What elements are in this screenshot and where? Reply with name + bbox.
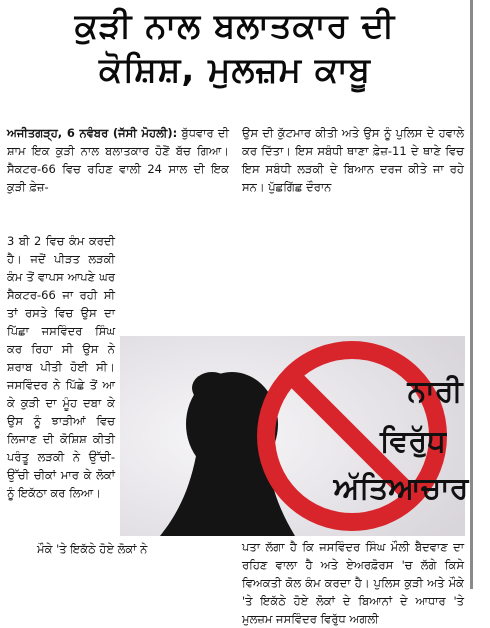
paragraph-left-narrow: 3 ਬੀ 2 ਵਿਚ ਕੰਮ ਕਰਦੀ ਹੈ। ਜਦੋਂ ਪੀੜਤ ਲੜਕੀ ਕੰਮ ਤੋਂ ਵਾਪਸ ਆਪਣੇ ਘਰ ਸੈਕਟਰ-66 ਜਾ ਰਹੀ ਸੀ ਤਾਂ ਰਸਤੇ ਵਿਚ ਉਸ ਦਾ ਪਿੱਛਾ ਜਸਵਿੰਦਰ ਸਿੰਘ ਕਰ ਰਿਹਾ ਸੀ ਉਸ ਨੇ ਸ਼ਰਾਬ ਪੀਤੀ ਹੋਈ ਸੀ। ਜਸਵਿੰਦਰ ਨੇ ਪਿੱਛੇ ਤੋਂ ਆ ਕੇ ਕੁੜੀ ਦਾ ਮੂੰਹ ਦਬਾ ਕੇ ਉਸ ਨੂੰ ਝਾੜੀਆਂ ਵਿਚ ਲਿਜਾਣ ਦੀ ਕੋਸ਼ਿਸ਼ ਕੀਤੀ ਪਰੰਤੂ ਲੜਕੀ ਨੇ ਉੱਚੀ-ਉੱਚੀ ਚੀਕਾਂ ਮਾਰ ਕੇ ਲੋਕਾਂ ਨੂੰ ਇਕੱਠਾ ਕਰ ਲਿਆ। bbox=[7, 234, 115, 500]
article-body bbox=[0, 104, 470, 626]
paragraph-right-bottom: ਪਤਾ ਲੱਗਾ ਹੈ ਕਿ ਜਸਵਿੰਦਰ ਸਿੰਘ ਮੌਲੀ ਬੈਦਵਾਣ ਦਾ ਰਹਿਣ ਵਾਲਾ ਹੈ ਅਤੇ ਏਅਰਫ਼ੋਰਸ 'ਚ ਲੱਗੇ ਕਿਸੇ ਵਿਅਕਤੀ ਕੋਲ ਕੰਮ ਕਰਦਾ ਹੈ। ਪੁਲਿਸ ਕੁੜੀ ਅਤੇ ਮੌਕੇ 'ਤੇ ਇਕੱਠੇ ਹੋਏ ਲੋਕਾਂ ਦੇ ਬਿਆਨਾਂ ਦੇ ਆਧਾਰ 'ਤੇ ਮੁਲਜ਼ਮ ਜਸਵਿੰਦਰ ਵਿਰੁੱਧ ਅਗਲੀ bbox=[242, 540, 464, 626]
paragraph-left-bottom: ਮੌਕੇ 'ਤੇ ਇਕੱਠੇ ਹੋਏ ਲੋਕਾਂ ਨੇ bbox=[37, 542, 148, 556]
article-photo bbox=[120, 336, 469, 536]
left-column-narrow bbox=[7, 232, 115, 502]
paragraph-left-top: ਬੁੱਧਵਾਰ ਦੀ ਸ਼ਾਮ ਇਕ ਕੁੜੀ ਨਾਲ ਬਲਾਤਕਾਰ ਹੋਣੋਂ ਬੱਚ ਗਿਆ। ਸੈਕਟਰ-66 ਵਿਚ ਰਹਿਣ ਵਾਲੀ 24 ਸਾਲ ਦੀ ਇਕ ਕੁੜੀ ਫ਼ੇਜ਼- bbox=[7, 126, 229, 194]
paragraph-right-top: ਉਸ ਦੀ ਕੁੱਟਮਾਰ ਕੀਤੀ ਅਤੇ ਉਸ ਨੂੰ ਪੁਲਿਸ ਦੇ ਹਵਾਲੇ ਕਰ ਦਿੱਤਾ। ਇਸ ਸਬੰਧੀ ਥਾਣਾ ਫ਼ੇਜ਼-11 ਦੇ ਥਾਣੇ ਵਿਚ ਇਸ ਸਬੰਧੀ ਲੜਕੀ ਦੇ ਬਿਆਨ ਦਰਜ ਕੀਤੇ ਜਾ ਰਹੇ ਸਨ। ਪੁੱਛਗਿੱਛ ਦੌਰਾਨ bbox=[242, 126, 464, 194]
headline-line-1: ਕੁੜੀ ਨਾਲ ਬਲਾਤਕਾਰ ਦੀ bbox=[74, 6, 396, 46]
right-column-top bbox=[242, 124, 464, 196]
headline bbox=[0, 4, 470, 92]
sign-label-1: ਨਾਰੀ bbox=[407, 374, 463, 409]
sign-label-3: ਅੱਤਿਆਚਾਰ bbox=[333, 471, 469, 506]
right-column-bottom bbox=[242, 538, 464, 628]
left-column-bottom bbox=[7, 540, 229, 558]
sign-label-2: ਵਿਰੁੱਧ bbox=[380, 424, 446, 459]
headline-line-2: ਕੋਸ਼ਿਸ਼, ਮੁਲਜ਼ਮ ਕਾਬੂ bbox=[98, 50, 372, 90]
left-column-top bbox=[7, 124, 229, 196]
dateline: ਅਜੀਤਗੜ੍ਹ, 6 ਨਵੰਬਰ (ਜੱਸੀ ਮੋਹਲੀ): bbox=[7, 126, 178, 140]
